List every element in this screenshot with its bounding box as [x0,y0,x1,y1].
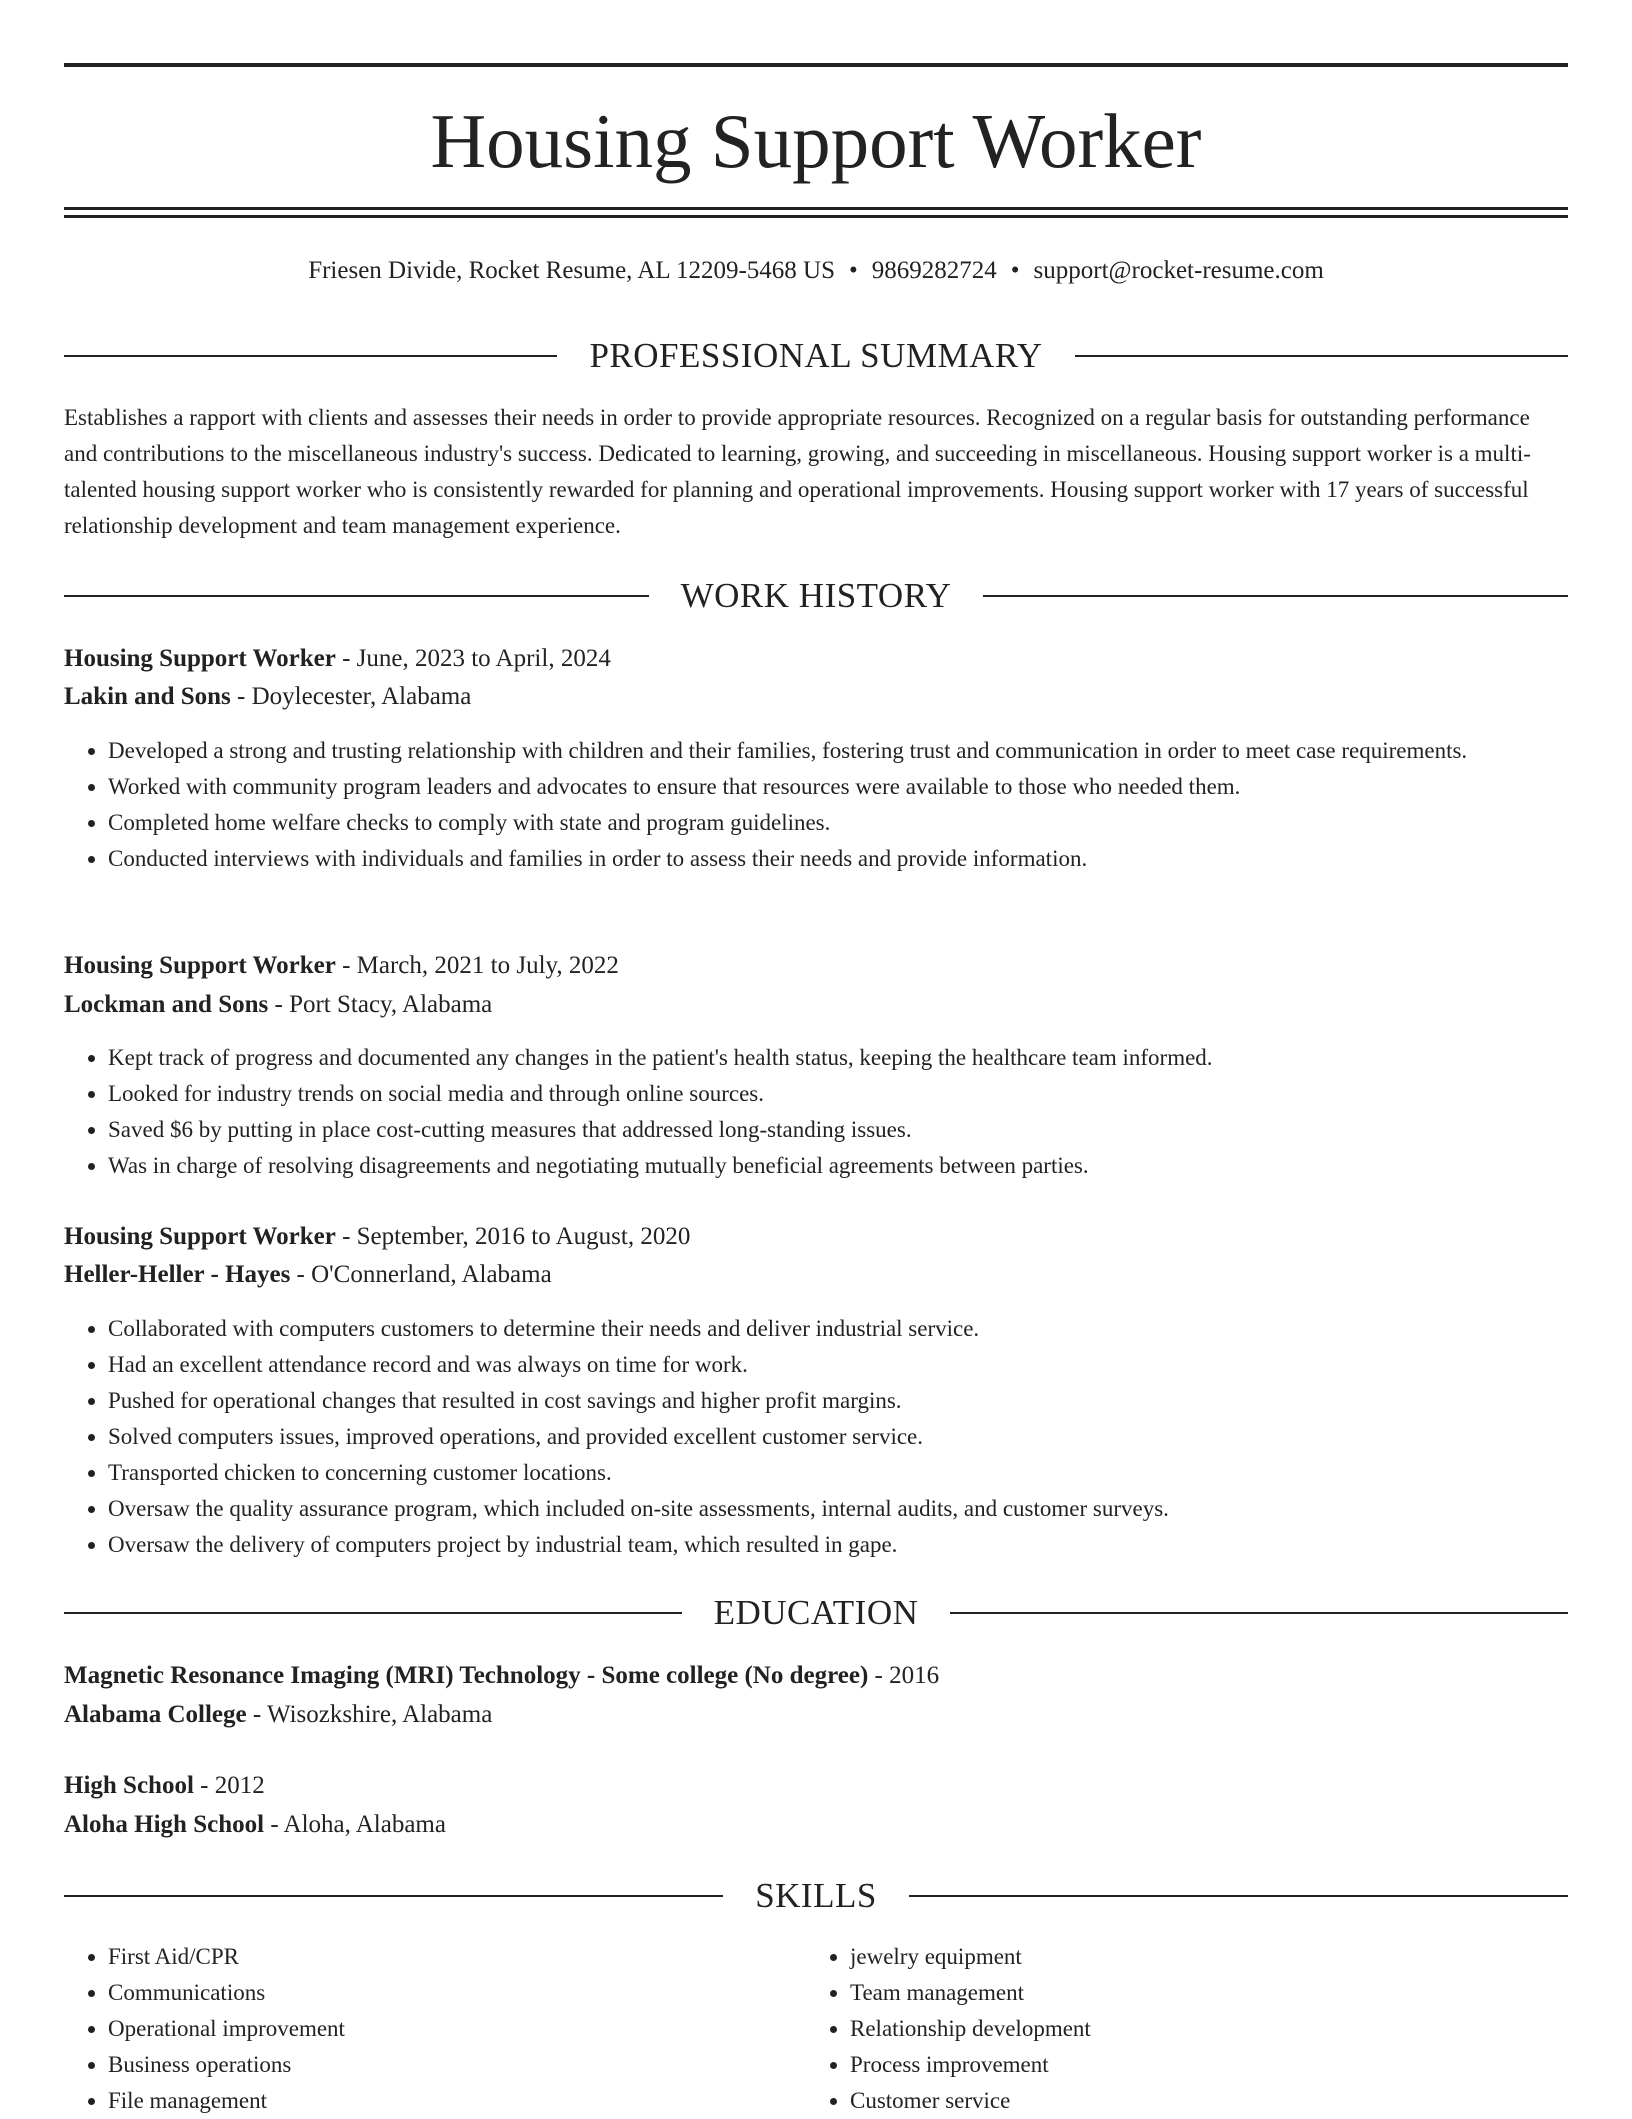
job-bullets [64,1311,1578,1563]
list-item: • Worked with community program leaders and advocates to ensure that resources were available to those who needed them. [108,769,1578,805]
section-heading-summary [64,336,1568,376]
contact-line [64,255,1568,287]
education-school-line [64,1697,492,1733]
contact-separator: • [1010,257,1020,284]
list-item: • Was in charge of resolving disagreements and negotiating mutually beneficial agreements between parties. [108,1148,1578,1184]
job-bullets [64,733,1578,877]
job-bullets [64,1040,1578,1184]
section-title: SKILLS [755,1876,877,1915]
education-degree: High School [64,1772,194,1799]
list-item: • Kept track of progress and documented any changes in the patient's health status, keeping the healthcare team informed. [108,1040,1578,1076]
header-top-rule [64,63,1568,67]
summary-text: Establishes a rapport with clients and assesses their needs in order to provide appropriate resources. Recognized on a regular basis for outstanding performance and contributions to the miscellaneous industry's success. Dedicated to learning, growing, and succeeding in miscellaneous. Housing support worker is a multi-talented housing support worker who is consistently rewarded for planning and operational improvements. Housing support worker with 17 years of successful relationship development and team management experience. [64,405,1531,538]
list-item: • Oversaw the delivery of computers project by industrial team, which resulted in gape. [108,1527,1578,1563]
job-location: - Doylecester, Alabama [237,683,472,710]
section-rule [1075,355,1568,357]
section-rule [909,1895,1568,1897]
skills-list-left [64,1939,788,2119]
job-company: Heller-Heller - Hayes [64,1261,291,1288]
education-degree-line [64,1768,265,1804]
skill-item: • File management [108,2083,788,2119]
education-location: - Aloha, Alabama [270,1811,446,1838]
skill-item: • First Aid/CPR [108,1939,788,1975]
list-item: • Saved $6 by putting in place cost-cutting measures that addressed long-standing issues. [108,1112,1578,1148]
education-year: - 2012 [200,1772,265,1799]
skill-item: • Process improvement [850,2047,1530,2083]
education-degree: Magnetic Resonance Imaging (MRI) Technology - Some college (No degree) [64,1662,869,1689]
job-company-line [64,1257,552,1293]
education-degree-line [64,1658,939,1694]
skill-item: • Business operations [108,2047,788,2083]
job-company-line [64,679,471,715]
section-rule [64,1895,723,1897]
section-rule [950,1612,1568,1614]
section-heading-work [64,576,1568,616]
section-title: EDUCATION [713,1593,919,1632]
section-heading-skills [64,1876,1568,1916]
section-rule [64,595,649,597]
contact-email: support@rocket-resume.com [1033,257,1324,284]
job-title: Housing Support Worker [64,1223,336,1250]
list-item: • Had an excellent attendance record and was always on time for work. [108,1347,1578,1383]
contact-address: Friesen Divide, Rocket Resume, AL 12209-5468 US [308,257,835,284]
section-rule [64,1612,682,1614]
education-school: Aloha High School [64,1811,265,1838]
job-dates: - June, 2023 to April, 2024 [342,645,611,672]
job-title-line [64,1219,690,1255]
list-item: • Solved computers issues, improved operations, and provided excellent customer service. [108,1419,1578,1455]
list-item: • Pushed for operational changes that resulted in cost savings and higher profit margins. [108,1383,1578,1419]
job-company: Lockman and Sons [64,991,269,1018]
education-school: Alabama College [64,1701,247,1728]
section-rule [64,355,557,357]
skill-item: • Relationship development [850,2011,1530,2047]
skills-list-right [806,1939,1530,2119]
section-heading-education [64,1593,1568,1633]
education-year: - 2016 [874,1662,940,1689]
contact-phone: 9869282724 [871,257,997,284]
list-item: • Oversaw the quality assurance program, which included on-site assessments, internal audits, and customer surveys. [108,1491,1578,1527]
job-title-line [64,641,611,677]
job-title: Housing Support Worker [64,645,336,672]
education-location: - Wisozkshire, Alabama [252,1701,493,1728]
job-dates: - September, 2016 to August, 2020 [342,1223,691,1250]
skill-item: • Operational improvement [108,2011,788,2047]
list-item: • Transported chicken to concerning customer locations. [108,1455,1578,1491]
skill-item: • jewelry equipment [850,1939,1530,1975]
list-item: • Completed home welfare checks to comply with state and program guidelines. [108,805,1578,841]
section-title: PROFESSIONAL SUMMARY [589,336,1043,375]
skill-item: • Team management [850,1975,1530,2011]
list-item: • Collaborated with computers customers to determine their needs and deliver industrial service. [108,1311,1578,1347]
job-location: - Port Stacy, Alabama [274,991,493,1018]
header-rule-2 [64,215,1568,218]
job-company-line [64,987,492,1023]
list-item: • Developed a strong and trusting relationship with children and their families, fostering trust and communication in order to meet case requirements. [108,733,1578,769]
list-item: • Looked for industry trends on social media and through online sources. [108,1076,1578,1112]
education-school-line [64,1807,446,1843]
list-item: • Conducted interviews with individuals and families in order to assess their needs and provide information. [108,841,1578,877]
header-rule-1 [64,207,1568,210]
contact-separator: • [848,257,858,284]
skill-item: • Customer service [850,2083,1530,2119]
section-rule [983,595,1568,597]
job-dates: - March, 2021 to July, 2022 [342,952,619,979]
skill-item: • Communications [108,1975,788,2011]
section-title: WORK HISTORY [680,576,952,615]
job-location: - O'Connerland, Alabama [296,1261,552,1288]
page-title: Housing Support Worker [430,98,1202,184]
job-company: Lakin and Sons [64,683,231,710]
job-title-line [64,948,619,984]
job-title: Housing Support Worker [64,952,336,979]
